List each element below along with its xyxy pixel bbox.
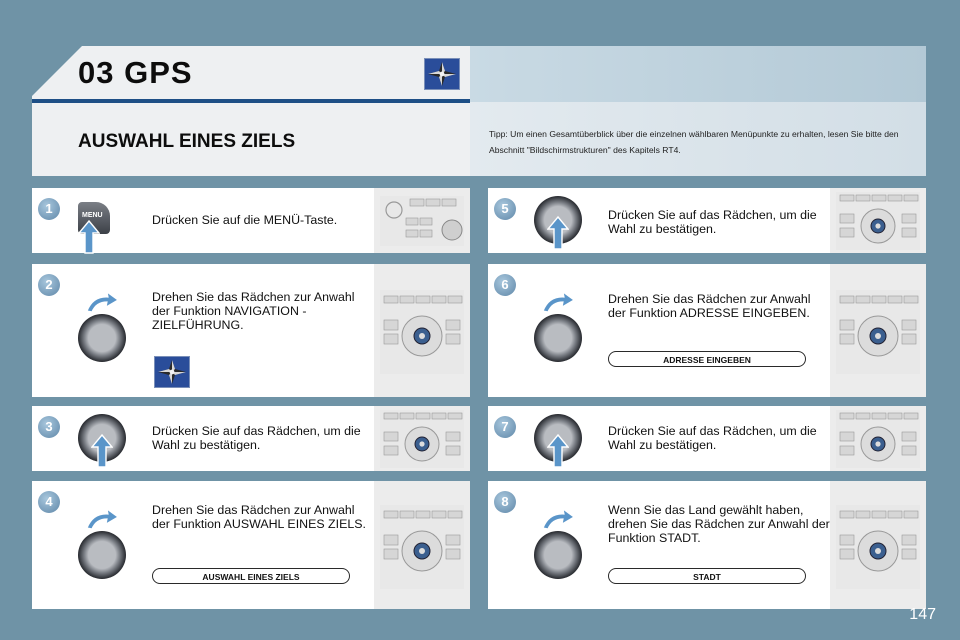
gps-navigation-icon — [154, 356, 190, 388]
step-number-badge: 6 — [494, 274, 516, 296]
step-number-badge: 7 — [494, 416, 516, 438]
step-text: Drücken Sie auf die MENÜ-Taste. — [152, 213, 338, 227]
radio-panel-illustration — [830, 188, 926, 253]
step-3 — [32, 406, 470, 471]
menu-option-pill: AUSWAHL EINES ZIELS — [152, 568, 350, 584]
section-title: AUSWAHL EINES ZIELS — [78, 131, 296, 152]
step-number-badge: 3 — [38, 416, 60, 438]
rotate-arrow-icon — [540, 507, 576, 531]
step-6 — [488, 264, 926, 397]
press-arrow-icon — [547, 434, 569, 468]
step-text: Drehen Sie das Rädchen zur Anwahl der Funktion NAVIGATION - ZIELFÜHRUNG. — [152, 290, 355, 332]
radio-panel-illustration — [374, 481, 470, 609]
header-accent-bar — [32, 99, 470, 103]
gps-navigation-icon — [424, 58, 460, 90]
step-number-badge: 8 — [494, 491, 516, 513]
step-text: Drücken Sie auf das Rädchen, um die Wahl zu bestätigen. — [608, 208, 817, 236]
rotary-knob-icon — [78, 531, 126, 579]
rotate-arrow-icon — [540, 290, 576, 314]
header-tint — [470, 46, 926, 102]
radio-panel-illustration — [830, 264, 926, 397]
radio-panel-illustration — [830, 481, 926, 609]
step-4 — [32, 481, 470, 609]
chapter-title: 03 GPS — [78, 55, 193, 90]
step-number-badge: 1 — [38, 198, 60, 220]
step-text: Drehen Sie das Rädchen zur Anwahl der Funktion AUSWAHL EINES ZIELS. — [152, 503, 366, 531]
step-text: Drücken Sie auf das Rädchen, um die Wahl zu bestätigen. — [152, 424, 361, 452]
press-arrow-icon — [547, 216, 569, 250]
step-text: Drehen Sie das Rädchen zur Anwahl der Funktion ADRESSE EINGEBEN. — [608, 292, 811, 320]
radio-panel-illustration — [830, 406, 926, 471]
radio-panel-illustration — [374, 188, 470, 253]
page-number: 147 — [909, 606, 936, 623]
press-arrow-icon — [78, 220, 100, 254]
step-1 — [32, 188, 470, 253]
rotary-knob-icon — [78, 314, 126, 362]
step-number-badge: 2 — [38, 274, 60, 296]
menu-option-pill: ADRESSE EINGEBEN — [608, 351, 806, 367]
press-arrow-icon — [91, 434, 113, 468]
menu-option-pill: STADT — [608, 568, 806, 584]
menu-button-label: MENU — [82, 212, 103, 219]
radio-panel-illustration — [374, 264, 470, 397]
step-text: Drücken Sie auf das Rädchen, um die Wahl zu bestätigen. — [608, 424, 817, 452]
rotate-arrow-icon — [84, 290, 120, 314]
step-number-badge: 4 — [38, 491, 60, 513]
header-corner-cut — [32, 46, 82, 96]
step-5 — [488, 188, 926, 253]
tip-text: Tipp: Um einen Gesamtüberblick über die einzelnen wählbaren Menüpunkte zu erhalten, lesen Sie bitte den Abschnitt "Bildschirmstrukturen" des Kapitels RT4. — [489, 129, 899, 155]
rotary-knob-icon — [534, 531, 582, 579]
step-8 — [488, 481, 926, 609]
rotary-knob-icon — [534, 314, 582, 362]
step-number-badge: 5 — [494, 198, 516, 220]
step-7 — [488, 406, 926, 471]
step-2 — [32, 264, 470, 397]
step-text: Wenn Sie das Land gewählt haben, drehen Sie das Rädchen zur Anwahl der Funktion STADT. — [608, 503, 830, 545]
rotate-arrow-icon — [84, 507, 120, 531]
radio-panel-illustration — [374, 406, 470, 471]
